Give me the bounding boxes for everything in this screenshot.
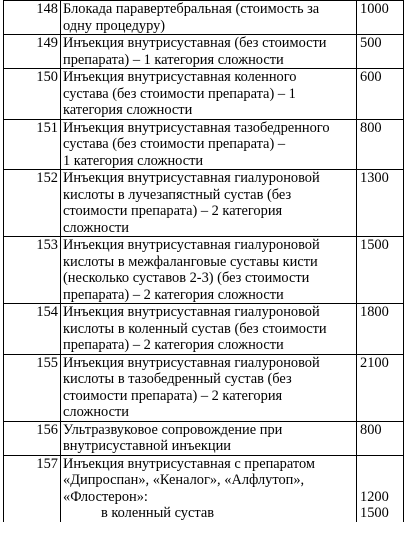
table-row [4, 1, 404, 35]
service-price: 1800 [357, 304, 404, 355]
service-price: 500 [357, 35, 404, 69]
service-name [61, 119, 357, 170]
service-name-line: сустава (без стоимости препарата) – 1 [63, 85, 296, 102]
service-price: 800 [357, 119, 404, 170]
table-row [4, 304, 404, 355]
service-name-line: стоимости препарата) – 2 категория [63, 387, 283, 404]
service-sub-item: в коленный сустав [101, 505, 215, 521]
service-name [61, 304, 357, 355]
row-number: 153 [4, 237, 61, 304]
service-name-line: сложности [63, 219, 129, 236]
row-number: 154 [4, 304, 61, 355]
table-row [4, 237, 404, 304]
service-name-line: Блокада паравертебральная (стоимость за [63, 1, 320, 17]
row-number: 152 [4, 170, 61, 237]
row-number: 150 [4, 69, 61, 120]
service-name-line: «Дипроспан», «Кеналог», «Алфлутоп», [63, 472, 305, 488]
table-row [4, 35, 404, 69]
service-name-line: кислоты в межфаланговые суставы кисти [63, 253, 318, 270]
service-name-line: Инъекция внутрисуставная с препаратом [63, 455, 316, 472]
service-name-line: внутрисуставной инъекции [63, 438, 232, 454]
service-name [61, 35, 357, 69]
service-name-line: стоимости препарата) – 2 категория [63, 203, 283, 219]
service-name-line: Ультразвуковое сопровождение при [63, 421, 283, 438]
service-name-line: кислоты в тазобедренный сустав (без [63, 371, 292, 387]
table-row [4, 455, 404, 522]
service-name-line: Инъекция внутрисуставная гиалуроновой [63, 354, 320, 371]
service-price: 600 [357, 69, 404, 120]
service-name-line: препарата) – 1 категория сложности [63, 51, 284, 68]
row-number: 157 [4, 455, 61, 522]
service-price [357, 455, 404, 522]
service-name [61, 170, 357, 237]
service-name-line: Инъекция внутрисуставная гиалуроновой [63, 170, 320, 186]
service-price: 800 [357, 421, 404, 455]
row-number: 156 [4, 421, 61, 455]
price-table [3, 0, 404, 522]
service-price-value: 1200 [360, 488, 389, 505]
service-name-line: Инъекция внутрисуставная коленного [63, 69, 297, 85]
row-number: 149 [4, 35, 61, 69]
service-name-line: одну процедуру) [63, 17, 166, 34]
service-name-line: Инъекция внутрисуставная гиалуроновой [63, 237, 320, 253]
service-name-line: кислоты в коленный сустав (без стоимости [63, 320, 327, 337]
service-name [61, 237, 357, 304]
service-name-line: препарата) – 2 категория сложности [63, 337, 284, 353]
table-row [4, 119, 404, 170]
service-name-line: сложности [63, 404, 129, 420]
row-number: 148 [4, 1, 61, 35]
service-name-line: Инъекция внутрисуставная тазобедренного [63, 119, 330, 136]
service-price: 1000 [357, 1, 404, 35]
service-name-line: категория сложности [63, 102, 193, 118]
service-name [61, 1, 357, 35]
service-name-line: Инъекция внутрисуставная гиалуроновой [63, 304, 320, 320]
service-name-line: (несколько суставов 2-3) (без стоимости [63, 270, 310, 286]
table-row [4, 421, 404, 455]
service-price-value: 1500 [360, 505, 389, 521]
service-name [61, 455, 357, 522]
service-name-line: сустава (без стоимости препарата) – [63, 136, 286, 152]
service-price: 1300 [357, 170, 404, 237]
service-name-line: Инъекция внутрисуставная (без стоимости [63, 35, 327, 51]
service-name-line: препарата) – 2 категория сложности [63, 286, 284, 303]
service-name [61, 354, 357, 421]
table-row [4, 170, 404, 237]
table-row [4, 69, 404, 120]
service-name-line: кислоты в лучезапястный сустав (без [63, 186, 292, 203]
service-price: 1500 [357, 237, 404, 304]
service-name [61, 421, 357, 455]
row-number: 151 [4, 119, 61, 170]
service-price: 2100 [357, 354, 404, 421]
row-number: 155 [4, 354, 61, 421]
service-name-line: «Флостерон»: [63, 488, 148, 505]
table-row [4, 354, 404, 421]
service-name [61, 69, 357, 120]
service-name-line: 1 категория сложности [63, 152, 204, 169]
